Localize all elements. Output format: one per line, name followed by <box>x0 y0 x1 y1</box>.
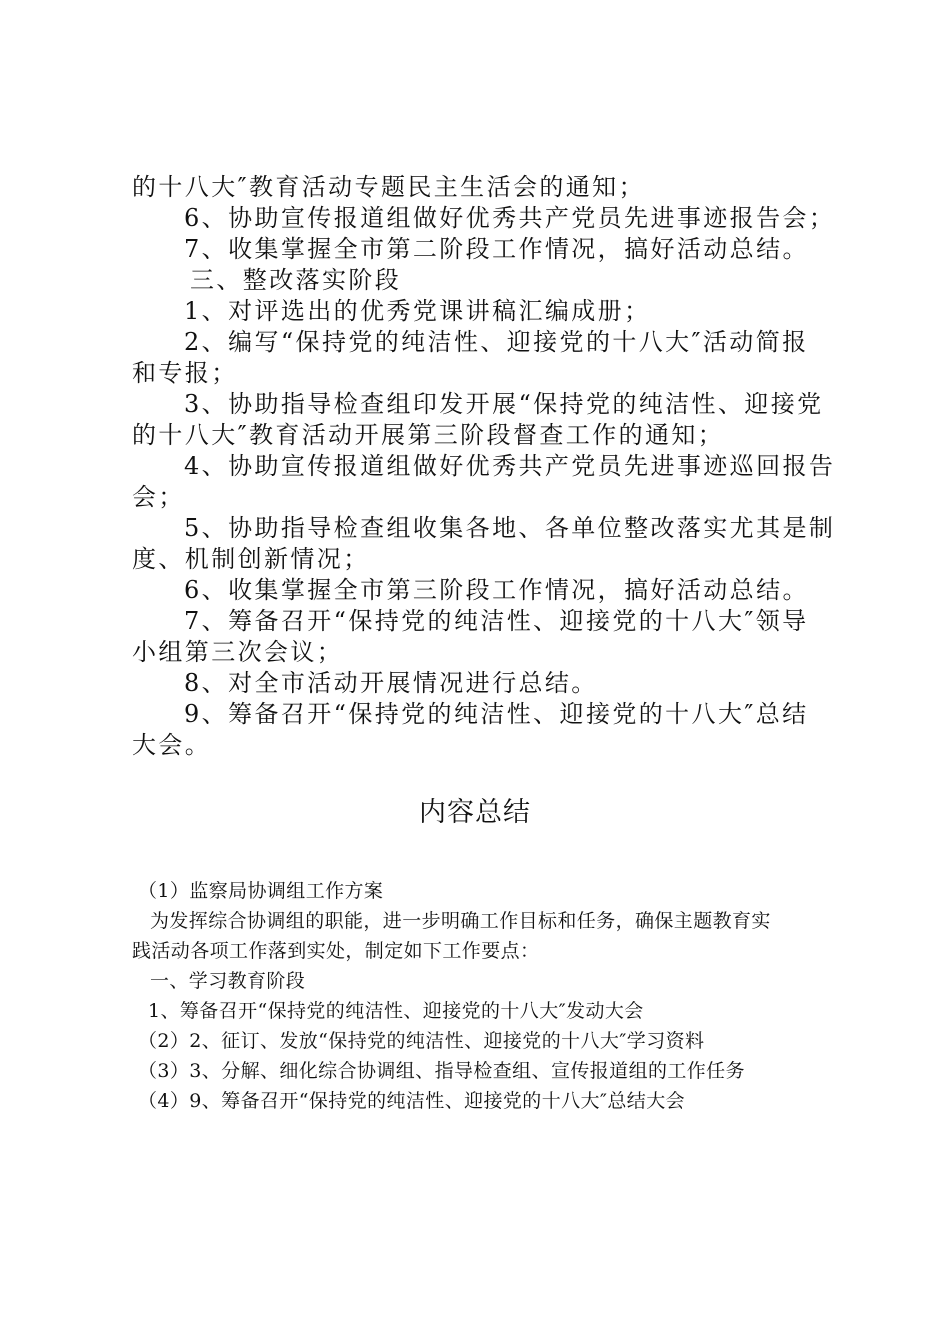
body-line: 7、收集掌握全市第二阶段工作情况，搞好活动总结。 <box>184 235 809 263</box>
body-line: 会； <box>132 483 185 511</box>
body-line: 8、对全市活动开展情况进行总结。 <box>184 669 598 697</box>
summary-body <box>132 876 832 1116</box>
document-body <box>132 172 836 761</box>
summary-line: 为发挥综合协调组的职能，进一步明确工作目标和任务，确保主题教育实 <box>150 910 771 932</box>
body-line: 4、协助宣传报道组做好优秀共产党员先进事迹巡回报告 <box>184 452 836 480</box>
body-line: 大会。 <box>132 731 212 759</box>
body-line: 的十八大″教育活动专题民主生活会的通知； <box>132 173 645 201</box>
body-line: 3、协助指导检查组印发开展“保持党的纯洁性、迎接党 <box>184 390 824 418</box>
summary-line: （3）3、分解、细化综合协调组、指导检查组、宣传报道组的工作任务 <box>138 1060 745 1082</box>
summary-line: （1）监察局协调组工作方案 <box>138 880 384 902</box>
summary-line: 一、学习教育阶段 <box>150 970 306 992</box>
summary-line: 1、筹备召开“保持党的纯洁性、迎接党的十八大″发动大会 <box>148 1000 644 1022</box>
summary-line: （4）9、筹备召开“保持党的纯洁性、迎接党的十八大″总结大会 <box>138 1090 685 1112</box>
body-line: 和专报； <box>132 359 238 387</box>
body-line: 的十八大″教育活动开展第三阶段督查工作的通知； <box>132 421 725 449</box>
summary-line: （2）2、征订、发放“保持党的纯洁性、迎接党的十八大″学习资料 <box>138 1030 705 1052</box>
body-line: 2、编写“保持党的纯洁性、迎接党的十八大″活动简报 <box>184 328 809 356</box>
body-line: 7、筹备召开“保持党的纯洁性、迎接党的十八大″领导 <box>184 607 809 635</box>
body-line: 6、协助宣传报道组做好优秀共产党员先进事迹报告会； <box>184 204 836 232</box>
section-heading: 三、整改落实阶段 <box>190 266 402 294</box>
body-line: 小组第三次会议； <box>132 638 344 666</box>
summary-title: 内容总结 <box>419 797 531 828</box>
body-line: 1、对评选出的优秀党课讲稿汇编成册； <box>184 297 651 325</box>
body-line: 5、协助指导检查组收集各地、各单位整改落实尤其是制 <box>184 514 836 542</box>
body-line: 度、机制创新情况； <box>132 545 370 573</box>
summary-line: 践活动各项工作落到实处，制定如下工作要点： <box>132 940 540 962</box>
body-line: 6、收集掌握全市第三阶段工作情况，搞好活动总结。 <box>184 576 809 604</box>
body-line: 9、筹备召开“保持党的纯洁性、迎接党的十八大″总结 <box>184 700 809 728</box>
